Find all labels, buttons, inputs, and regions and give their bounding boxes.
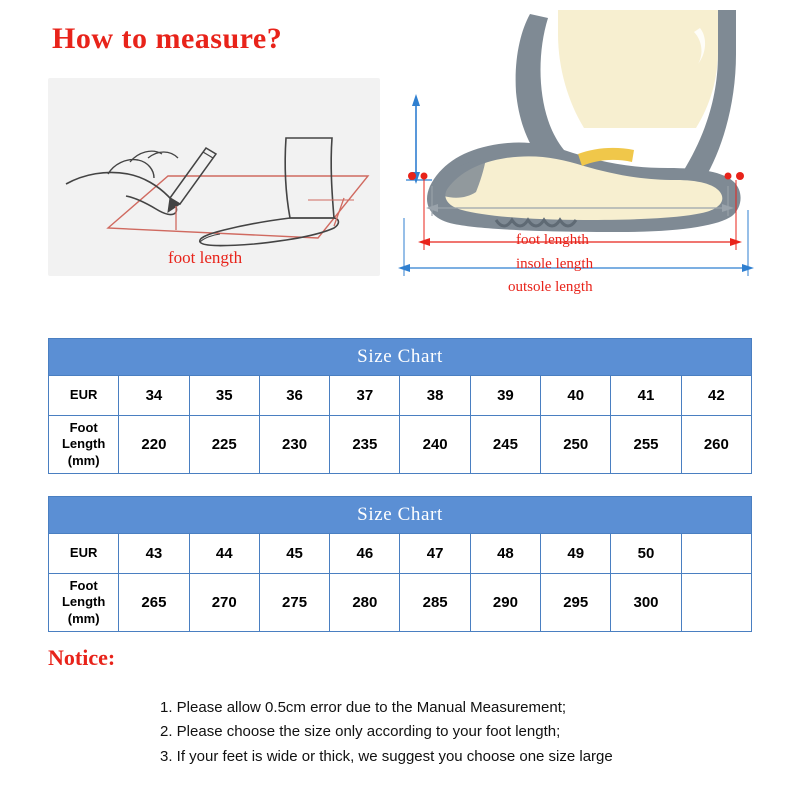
size-chart-table-1 xyxy=(48,338,752,474)
table-row xyxy=(49,416,752,474)
cell2-mm-1: 270 xyxy=(189,574,259,632)
cell-eur-3: 37 xyxy=(330,376,400,416)
cell2-eur-0: 43 xyxy=(119,534,189,574)
cell-mm-7: 255 xyxy=(611,416,681,474)
cell-mm-0: 220 xyxy=(119,416,189,474)
foot-length-dimension-label: foot lenghth xyxy=(516,232,589,248)
cell-eur-6: 40 xyxy=(541,376,611,416)
table-row xyxy=(49,574,752,632)
cell2-mm-8 xyxy=(681,574,751,632)
row-label-eur: EUR xyxy=(49,376,119,416)
notice-list xyxy=(120,696,780,769)
cell2-mm-0: 265 xyxy=(119,574,189,632)
cell2-eur-3: 46 xyxy=(330,534,400,574)
cell-eur-1: 35 xyxy=(189,376,259,416)
page-title: How to measure? xyxy=(52,22,283,55)
cell-eur-0: 34 xyxy=(119,376,189,416)
row-label-foot-length-main: Foot Length xyxy=(61,420,106,452)
table-row xyxy=(49,376,752,416)
cell-eur-8: 42 xyxy=(681,376,751,416)
cell2-eur-7: 50 xyxy=(611,534,681,574)
cell2-eur-1: 44 xyxy=(189,534,259,574)
cell2-mm-5: 290 xyxy=(470,574,540,632)
cell-mm-5: 245 xyxy=(470,416,540,474)
cell-eur-4: 38 xyxy=(400,376,470,416)
cell-mm-6: 250 xyxy=(541,416,611,474)
cell2-mm-3: 280 xyxy=(330,574,400,632)
notice-title: Notice: xyxy=(48,645,116,670)
row-label-foot-length-unit: (mm) xyxy=(67,452,100,468)
row-label-foot-length-2-main: Foot Length xyxy=(61,578,106,610)
cell2-eur-5: 48 xyxy=(470,534,540,574)
cell2-mm-7: 300 xyxy=(611,574,681,632)
cell2-mm-4: 285 xyxy=(400,574,470,632)
hand-measuring-foot-drawing xyxy=(48,78,380,276)
cell2-eur-2: 45 xyxy=(259,534,329,574)
list-item: 3. If your feet is wide or thick, we suggest you choose one size large xyxy=(160,747,613,765)
foot-length-caption: foot length xyxy=(168,248,243,267)
row-label-foot-length-2-unit: (mm) xyxy=(67,610,100,626)
cell-eur-7: 41 xyxy=(611,376,681,416)
cell-mm-1: 225 xyxy=(189,416,259,474)
cell2-mm-6: 295 xyxy=(541,574,611,632)
cell-mm-8: 260 xyxy=(681,416,751,474)
cell-mm-3: 235 xyxy=(330,416,400,474)
table-row xyxy=(49,534,752,574)
cell2-eur-6: 49 xyxy=(541,534,611,574)
size-chart-caption-2: Size Chart xyxy=(49,497,752,534)
size-chart-table-2 xyxy=(48,496,752,632)
cell2-mm-2: 275 xyxy=(259,574,329,632)
outsole-length-dimension-label: outsole length xyxy=(508,279,593,295)
list-item: 2. Please choose the size only according to your foot length; xyxy=(160,723,561,741)
size-chart-caption: Size Chart xyxy=(49,339,752,376)
row-label-foot-length-2 xyxy=(49,574,119,632)
measure-illustration-left xyxy=(48,78,380,276)
cell-eur-5: 39 xyxy=(470,376,540,416)
cell2-eur-4: 47 xyxy=(400,534,470,574)
cell2-eur-8 xyxy=(681,534,751,574)
row-label-foot-length xyxy=(49,416,119,474)
list-item: 1. Please allow 0.5cm error due to the Manual Measurement; xyxy=(160,699,567,716)
cell-eur-2: 36 xyxy=(259,376,329,416)
cell-mm-2: 230 xyxy=(259,416,329,474)
cell-mm-4: 240 xyxy=(400,416,470,474)
insole-length-dimension-label: insole length xyxy=(516,256,594,272)
row-label-eur-2: EUR xyxy=(49,534,119,574)
